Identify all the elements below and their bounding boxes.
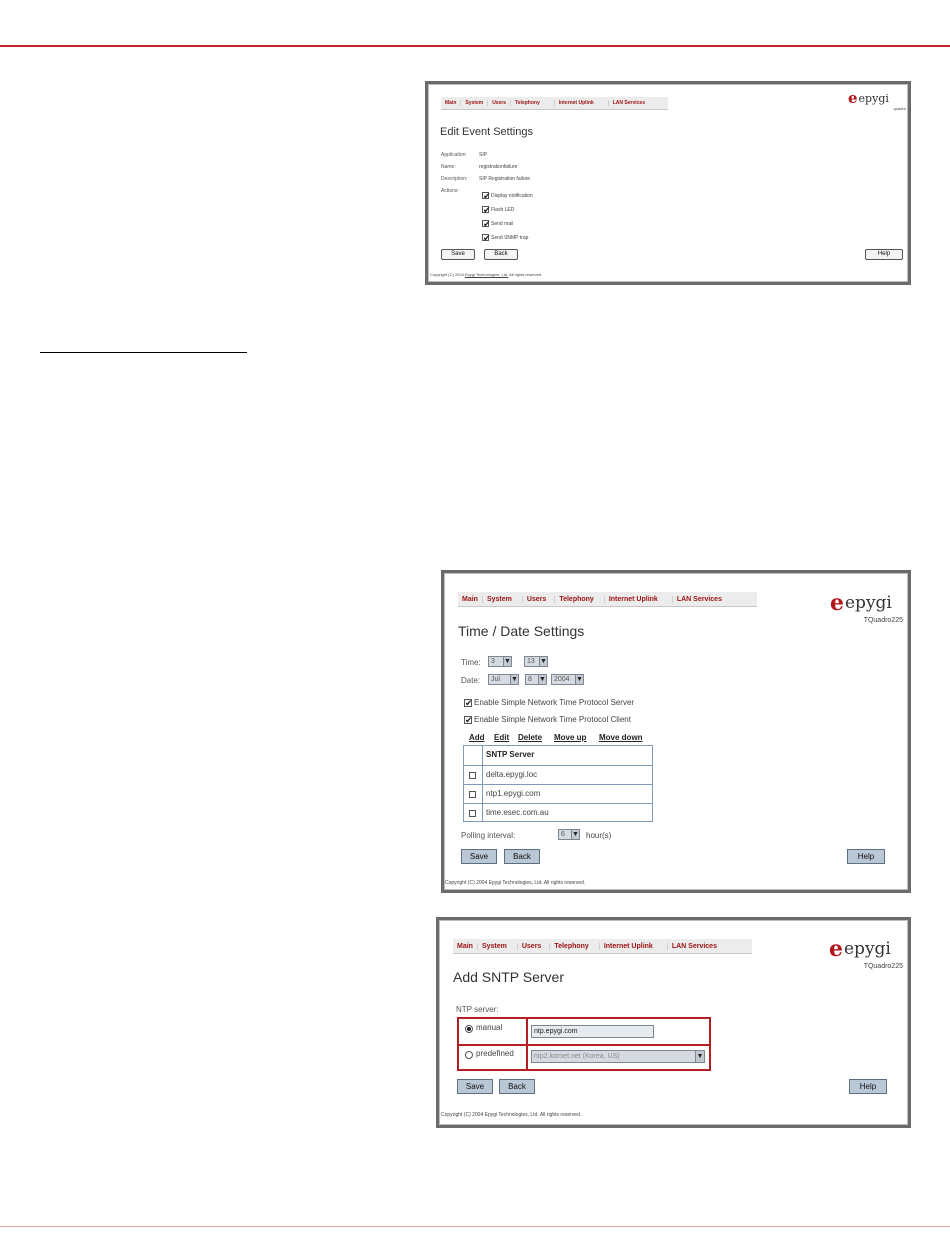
add-link[interactable]: Add	[469, 733, 485, 742]
section-heading-underline	[40, 352, 247, 353]
nav-lan-services[interactable]: LAN Services	[612, 100, 645, 106]
polling-interval-select[interactable]: 6 ▼	[558, 829, 580, 840]
footer-rule	[0, 1226, 950, 1227]
epygi-logo-mark: e	[829, 936, 843, 962]
sntp-server-name: delta.epygi.loc	[486, 770, 538, 779]
chevron-down-icon: ▼	[696, 1053, 704, 1060]
chevron-down-icon: ▼	[511, 676, 518, 683]
nav-users[interactable]: Users	[523, 596, 555, 603]
copyright-notice: Copyright (C) 2004 Epygi Technologies, Ltd. All rights reserved.	[445, 880, 586, 886]
nav-internet-uplink[interactable]: Internet Uplink	[605, 596, 673, 603]
date-day-select[interactable]: 8 ▼	[525, 674, 547, 685]
manual-label: manual	[476, 1023, 503, 1032]
header-rule	[0, 45, 950, 47]
send-mail-checkbox[interactable]	[482, 220, 489, 227]
description-label: Description:	[441, 176, 468, 182]
epygi-logo-mark: e	[848, 89, 858, 107]
main-nav	[441, 97, 668, 110]
page-title: Edit Event Settings	[440, 126, 533, 138]
chevron-down-icon: ▼	[576, 676, 583, 683]
send-snmp-trap-checkbox[interactable]	[482, 234, 489, 241]
delete-link[interactable]: Delete	[518, 733, 543, 742]
nav-users[interactable]: Users	[518, 943, 550, 950]
name-value: registrationfailure	[479, 164, 518, 170]
page-title: Time / Date Settings	[458, 623, 585, 639]
enable-sntp-client-label: Enable Simple Network Time Protocol Client	[474, 715, 631, 724]
back-button[interactable]: Back	[504, 849, 540, 864]
polling-interval-label: Polling interval:	[461, 831, 516, 840]
date-year-select[interactable]: 2004 ▼	[551, 674, 584, 685]
chevron-down-icon: ▼	[539, 676, 546, 683]
option-divider-horizontal	[459, 1044, 709, 1046]
main-nav	[453, 939, 752, 954]
move-up-link[interactable]: Move up	[554, 733, 587, 742]
add-sntp-server-screenshot	[436, 917, 911, 1128]
device-model: quadro	[893, 106, 906, 111]
flash-led-label: Flash LED	[491, 207, 515, 213]
predefined-radio[interactable]	[465, 1051, 473, 1059]
copyright-notice: Copyright (C) 2004 Epygi Technologies, Ltd. All rights reserved.	[441, 1112, 582, 1118]
epygi-logo: e epygi	[830, 590, 892, 616]
polling-interval-unit: hour(s)	[586, 831, 612, 840]
nav-internet-uplink[interactable]: Internet Uplink	[600, 943, 668, 950]
nav-system[interactable]: System	[483, 596, 523, 603]
actions-label: Actions:	[441, 188, 459, 194]
nav-internet-uplink[interactable]: Internet Uplink	[555, 100, 609, 106]
name-label: Name:	[441, 164, 456, 170]
nav-main[interactable]: Main	[441, 100, 461, 106]
display-notification-label: Display notification	[491, 193, 533, 199]
epygi-logo: e epygi	[848, 89, 889, 107]
send-snmp-trap-label: Send SNMP trap	[491, 235, 529, 241]
edit-event-settings-screenshot	[425, 81, 911, 285]
help-button[interactable]: Help	[847, 849, 885, 864]
ntp-server-label: NTP server:	[456, 1005, 499, 1014]
time-hour-select[interactable]: 3 ▼	[488, 656, 512, 667]
help-button[interactable]: Help	[849, 1079, 887, 1094]
nav-main[interactable]: Main	[453, 943, 478, 950]
sntp-server-column-header: SNTP Server	[486, 750, 535, 759]
enable-sntp-server-checkbox[interactable]	[464, 699, 472, 707]
time-label: Time:	[461, 658, 481, 667]
row-select-checkbox[interactable]	[469, 772, 476, 779]
sntp-server-name: ntp1.epygi.com	[486, 789, 541, 798]
enable-sntp-client-checkbox[interactable]	[464, 716, 472, 724]
nav-main[interactable]: Main	[458, 596, 483, 603]
nav-system[interactable]: System	[478, 943, 518, 950]
back-button[interactable]: Back	[499, 1079, 535, 1094]
save-button[interactable]: Save	[441, 249, 475, 260]
date-label: Date:	[461, 676, 481, 685]
chevron-down-icon: ▼	[572, 831, 579, 838]
application-value: SIP	[479, 152, 488, 158]
predefined-label: predefined	[476, 1049, 514, 1058]
edit-link[interactable]: Edit	[494, 733, 510, 742]
copyright-suffix: All rights reserved.	[508, 272, 543, 277]
predefined-server-select[interactable]: ntp2.kornet.net (Korea, US) ▼	[531, 1050, 705, 1063]
copyright-prefix: Copyright (C) 2004	[430, 272, 465, 277]
application-label: Application:	[441, 152, 467, 158]
copyright-link[interactable]: Epygi Technologies, Ltd.	[464, 272, 509, 277]
save-button[interactable]: Save	[461, 849, 497, 864]
sntp-server-table	[463, 745, 653, 822]
chevron-down-icon: ▼	[540, 658, 547, 665]
enable-sntp-server-label: Enable Simple Network Time Protocol Server	[474, 698, 635, 707]
epygi-logo-mark: e	[830, 590, 844, 616]
device-model: TQuadro225	[863, 617, 903, 624]
copyright-notice	[430, 272, 542, 277]
manual-radio[interactable]	[465, 1025, 473, 1033]
move-down-link[interactable]: Move down	[599, 733, 643, 742]
help-button[interactable]: Help	[865, 249, 903, 260]
row-select-checkbox[interactable]	[469, 810, 476, 817]
sntp-server-name: time.esec.com.au	[486, 808, 549, 817]
nav-lan-services[interactable]: LAN Services	[671, 942, 717, 950]
nav-users[interactable]: Users	[488, 100, 511, 106]
time-date-settings-screenshot	[441, 570, 911, 893]
page-title: Add SNTP Server	[453, 969, 565, 985]
manual-server-input[interactable]: ntp.epygi.com	[531, 1025, 654, 1038]
table-row	[464, 765, 652, 785]
send-mail-label: Send mail	[491, 221, 514, 227]
description-value: SIP Registration failure	[479, 176, 531, 182]
nav-telephony[interactable]: Telephony	[511, 100, 555, 106]
flash-led-checkbox[interactable]	[482, 206, 489, 213]
save-button[interactable]: Save	[457, 1079, 493, 1094]
main-nav	[458, 592, 757, 607]
time-minute-select[interactable]: 13 ▼	[524, 656, 548, 667]
device-model: TQuadro225	[863, 963, 903, 970]
nav-lan-services[interactable]: LAN Services	[676, 595, 722, 603]
chevron-down-icon: ▼	[504, 658, 511, 665]
back-button[interactable]: Back	[484, 249, 518, 260]
table-row	[464, 803, 652, 823]
date-month-select[interactable]: Jul ▼	[488, 674, 519, 685]
epygi-logo: e epygi	[829, 936, 891, 962]
nav-system[interactable]: System	[461, 100, 488, 106]
nav-telephony[interactable]: Telephony	[550, 943, 599, 950]
row-select-checkbox[interactable]	[469, 791, 476, 798]
nav-telephony[interactable]: Telephony	[555, 596, 604, 603]
table-row	[464, 784, 652, 804]
display-notification-checkbox[interactable]	[482, 192, 489, 199]
